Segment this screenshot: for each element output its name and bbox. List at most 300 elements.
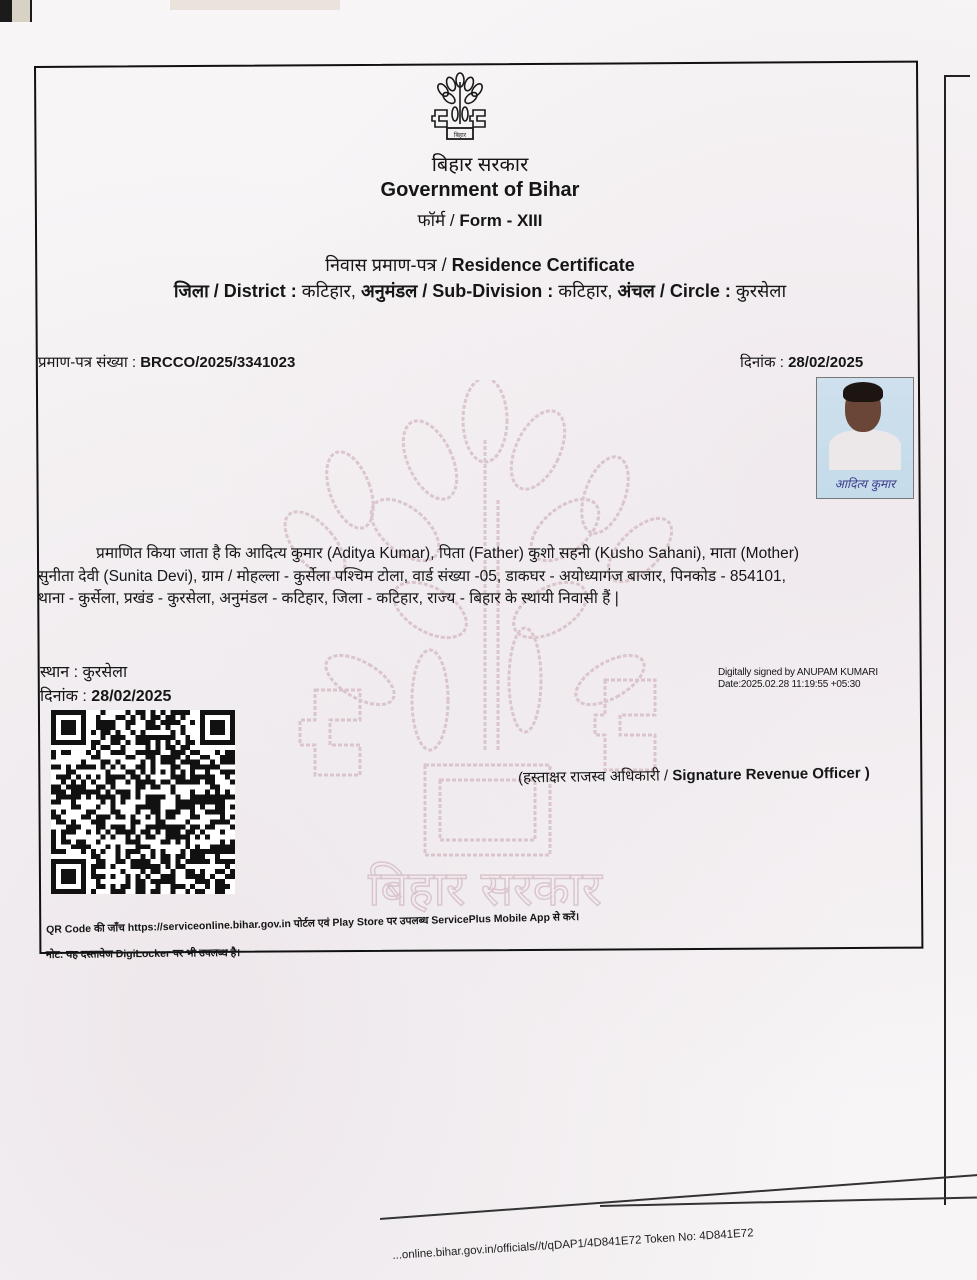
qr-module [145, 735, 150, 740]
qr-module [190, 795, 195, 800]
qr-module [101, 785, 106, 790]
qr-module [106, 795, 111, 800]
qr-module [91, 809, 96, 814]
qr-module [121, 829, 126, 834]
certificate-number [38, 352, 295, 372]
qr-module [195, 874, 200, 879]
qr-module [101, 735, 106, 740]
qr-module [116, 760, 121, 765]
qr-module [101, 834, 106, 839]
qr-module [101, 864, 106, 869]
qr-module [101, 795, 106, 800]
qr-module [150, 834, 155, 839]
qr-module [160, 849, 165, 854]
qr-module [81, 839, 86, 844]
qr-module [66, 795, 71, 800]
qr-module [145, 834, 150, 839]
qr-module [66, 824, 71, 829]
qr-module [220, 844, 225, 849]
qr-module [61, 834, 66, 839]
qr-module [61, 849, 66, 854]
qr-module [200, 804, 205, 809]
qr-module [210, 844, 215, 849]
qr-module [195, 844, 200, 849]
qr-module [136, 839, 141, 844]
qr-module [155, 750, 160, 755]
qr-module [195, 780, 200, 785]
qr-module [190, 869, 195, 874]
qr-module [180, 864, 185, 869]
certificate-number-value: BRCCO/2025/3341023 [140, 354, 296, 371]
qr-module [170, 829, 175, 834]
form-english: Form - XIII [459, 211, 543, 230]
qr-module [195, 879, 200, 884]
qr-module [136, 775, 141, 780]
subdivision-value: कटिहार, [558, 281, 613, 301]
qr-module [205, 800, 210, 805]
qr-module [136, 859, 141, 864]
qr-module [175, 809, 180, 814]
qr-module [210, 824, 215, 829]
qr-module [121, 790, 126, 795]
qr-module [230, 780, 235, 785]
qr-module [131, 715, 136, 720]
qr-module [126, 720, 131, 725]
qr-module [170, 730, 175, 735]
qr-module [106, 814, 111, 819]
qr-module [101, 824, 106, 829]
qr-module [121, 800, 126, 805]
qr-module [106, 720, 111, 725]
qr-module [170, 745, 175, 750]
qr-module [200, 854, 205, 859]
qr-module [111, 884, 116, 889]
qr-module [195, 765, 200, 770]
qr-module [91, 740, 96, 745]
qr-module [210, 809, 215, 814]
qr-module [185, 735, 190, 740]
qr-module [96, 775, 101, 780]
qr-module [205, 795, 210, 800]
certificate-title-hindi: निवास प्रमाण-पत्र [325, 255, 437, 275]
qr-module [230, 770, 235, 775]
qr-module [141, 740, 146, 745]
qr-module [51, 849, 56, 854]
qr-module [170, 790, 175, 795]
digilocker-note: नोट: यह दस्तावेज DigiLocker पर भी उपलब्ध है। [45, 946, 241, 962]
qr-module [185, 755, 190, 760]
qr-module [116, 809, 121, 814]
qr-module [101, 874, 106, 879]
qr-module [111, 874, 116, 879]
qr-module [116, 859, 121, 864]
qr-module [200, 765, 205, 770]
qr-module [86, 829, 91, 834]
qr-module [121, 824, 126, 829]
qr-module [145, 750, 150, 755]
qr-module [180, 715, 185, 720]
qr-module [86, 809, 91, 814]
certificate-body [38, 543, 916, 611]
qr-module [111, 824, 116, 829]
qr-module [101, 765, 106, 770]
qr-module [111, 780, 116, 785]
qr-module [155, 735, 160, 740]
qr-module [220, 879, 225, 884]
qr-module [170, 715, 175, 720]
qr-module [136, 740, 141, 745]
qr-module [195, 750, 200, 755]
qr-module [165, 814, 170, 819]
place [40, 660, 127, 682]
qr-module [195, 760, 200, 765]
qr-module [126, 755, 131, 760]
place-label: स्थान : [40, 664, 79, 681]
qr-module [230, 814, 235, 819]
qr-module [215, 790, 220, 795]
qr-module [71, 824, 76, 829]
qr-module [190, 849, 195, 854]
qr-module [111, 864, 116, 869]
qr-module [175, 780, 180, 785]
qr-module [195, 889, 200, 894]
qr-module [131, 770, 136, 775]
qr-module [121, 750, 126, 755]
certificate-number-label: प्रमाण-पत्र संख्या : [38, 354, 137, 371]
qr-module [180, 725, 185, 730]
qr-module [170, 760, 175, 765]
qr-module [136, 834, 141, 839]
qr-module [185, 800, 190, 805]
qr-module [101, 884, 106, 889]
qr-module [180, 775, 185, 780]
qr-module [96, 740, 101, 745]
qr-module [220, 869, 225, 874]
qr-module [96, 755, 101, 760]
qr-module [220, 889, 225, 894]
qr-module [131, 839, 136, 844]
qr-module [111, 720, 116, 725]
qr-module [170, 814, 175, 819]
qr-module [175, 750, 180, 755]
qr-module [106, 770, 111, 775]
qr-module [145, 874, 150, 879]
form-number: फॉर्म / Form - XIII [417, 211, 543, 230]
qr-module [136, 864, 141, 869]
qr-module [91, 780, 96, 785]
qr-module [106, 775, 111, 780]
qr-module [86, 765, 91, 770]
qr-module [225, 775, 230, 780]
qr-module [101, 710, 106, 715]
qr-module [165, 859, 170, 864]
qr-module [165, 720, 170, 725]
qr-module [61, 780, 66, 785]
qr-module [81, 785, 86, 790]
qr-module [150, 710, 155, 715]
qr-module [145, 755, 150, 760]
qr-module [170, 834, 175, 839]
qr-module [96, 715, 101, 720]
qr-module [170, 869, 175, 874]
qr-module [190, 800, 195, 805]
qr-module [215, 795, 220, 800]
qr-module [165, 829, 170, 834]
digital-signed-by: Digitally signed by ANUPAM KUMARI [718, 667, 878, 678]
qr-module [205, 765, 210, 770]
qr-module [210, 849, 215, 854]
photo-body [829, 430, 901, 470]
qr-module [141, 829, 146, 834]
qr-module [150, 760, 155, 765]
qr-module [86, 775, 91, 780]
applicant-photo [816, 377, 914, 499]
qr-module [155, 829, 160, 834]
qr-module [155, 879, 160, 884]
logo-swastika-right [470, 110, 485, 127]
qr-module [51, 839, 56, 844]
qr-module [145, 864, 150, 869]
qr-module [61, 775, 66, 780]
qr-module [210, 819, 215, 824]
qr-module [145, 720, 150, 725]
qr-module [205, 834, 210, 839]
qr-module [136, 710, 141, 715]
qr-module [150, 755, 155, 760]
qr-module [225, 874, 230, 879]
qr-module [180, 710, 185, 715]
qr-module [111, 809, 116, 814]
qr-module [91, 864, 96, 869]
qr-module [116, 735, 121, 740]
qr-module [116, 715, 121, 720]
qr-module [185, 710, 190, 715]
qr-module [215, 809, 220, 814]
qr-module [230, 844, 235, 849]
qr-module [190, 884, 195, 889]
qr-module [126, 770, 131, 775]
qr-module [195, 854, 200, 859]
qr-module [51, 800, 56, 805]
qr-module [215, 750, 220, 755]
qr-module [51, 809, 56, 814]
qr-module [210, 800, 215, 805]
qr-module [180, 750, 185, 755]
qr-module [66, 770, 71, 775]
qr-module [116, 829, 121, 834]
qr-module [175, 755, 180, 760]
qr-module [136, 750, 141, 755]
qr-module [190, 740, 195, 745]
qr-module [51, 755, 56, 760]
qr-module [136, 790, 141, 795]
qr-module [185, 839, 190, 844]
qr-module [170, 750, 175, 755]
qr-module [185, 829, 190, 834]
qr-module [96, 750, 101, 755]
qr-module [126, 829, 131, 834]
qr-module [51, 844, 56, 849]
qr-module [101, 819, 106, 824]
qr-module [131, 864, 136, 869]
qr-module [76, 839, 81, 844]
qr-module [145, 775, 150, 780]
qr-module [180, 730, 185, 735]
qr-module [61, 790, 66, 795]
qr-module [121, 814, 126, 819]
qr-module [141, 884, 146, 889]
qr-module [190, 814, 195, 819]
qr-module [170, 710, 175, 715]
qr-module [160, 859, 165, 864]
qr-module [141, 780, 146, 785]
certificate-date-label: दिनांक : [740, 354, 784, 371]
qr-module [141, 804, 146, 809]
qr-module [131, 720, 136, 725]
qr-module [136, 795, 141, 800]
qr-module [96, 884, 101, 889]
qr-module [200, 795, 205, 800]
qr-module [150, 750, 155, 755]
qr-module [91, 819, 96, 824]
qr-module [111, 785, 116, 790]
qr-module [91, 869, 96, 874]
qr-module [170, 874, 175, 879]
qr-finder-pattern [61, 869, 76, 884]
qr-module [145, 725, 150, 730]
qr-module [160, 760, 165, 765]
qr-module [175, 800, 180, 805]
certificate-title: निवास प्रमाण-पत्र / Residence Certificate [325, 255, 635, 275]
qr-module [145, 795, 150, 800]
qr-module [225, 819, 230, 824]
qr-module [126, 710, 131, 715]
qr-module [111, 834, 116, 839]
qr-module [96, 795, 101, 800]
qr-module [195, 800, 200, 805]
qr-module [106, 745, 111, 750]
qr-finder-pattern [210, 720, 225, 735]
qr-finder-pattern [61, 720, 76, 735]
qr-module [175, 864, 180, 869]
qr-module [185, 819, 190, 824]
qr-module [220, 800, 225, 805]
qr-module [51, 834, 56, 839]
qr-module [56, 765, 61, 770]
qr-module [230, 859, 235, 864]
qr-module [220, 839, 225, 844]
qr-module [180, 770, 185, 775]
qr-module [200, 874, 205, 879]
qr-module [180, 760, 185, 765]
qr-module [150, 765, 155, 770]
qr-module [61, 839, 66, 844]
qr-module [215, 884, 220, 889]
qr-module [131, 730, 136, 735]
qr-module [190, 809, 195, 814]
qr-code[interactable] [48, 710, 238, 894]
qr-module [71, 780, 76, 785]
qr-module [81, 765, 86, 770]
qr-module [225, 844, 230, 849]
qr-module [106, 790, 111, 795]
qr-module [225, 864, 230, 869]
qr-module [61, 795, 66, 800]
qr-module [220, 829, 225, 834]
digital-signature [718, 667, 878, 691]
qr-module [155, 864, 160, 869]
qr-module [56, 795, 61, 800]
qr-module [106, 730, 111, 735]
qr-module [141, 869, 146, 874]
qr-module [111, 800, 116, 805]
signature-label-hindi: (हस्ताक्षर राजस्व अधिकारी / [517, 767, 669, 787]
qr-module [66, 750, 71, 755]
qr-module [160, 839, 165, 844]
qr-module [141, 854, 146, 859]
qr-module [190, 760, 195, 765]
qr-module [210, 780, 215, 785]
qr-module [145, 800, 150, 805]
qr-module [160, 819, 165, 824]
qr-module [126, 740, 131, 745]
qr-module [111, 750, 116, 755]
qr-module [71, 800, 76, 805]
qr-module [215, 804, 220, 809]
qr-module [111, 889, 116, 894]
qr-module [136, 780, 141, 785]
qr-module [81, 844, 86, 849]
qr-module [101, 745, 106, 750]
qr-module [190, 790, 195, 795]
qr-module [155, 725, 160, 730]
qr-module [91, 874, 96, 879]
qr-module [136, 849, 141, 854]
qr-module [150, 849, 155, 854]
qr-module [51, 814, 56, 819]
qr-module [71, 795, 76, 800]
qr-module [205, 809, 210, 814]
qr-module [111, 725, 116, 730]
qr-module [111, 765, 116, 770]
qr-module [86, 844, 91, 849]
qr-module [190, 829, 195, 834]
qr-module [215, 854, 220, 859]
qr-module [141, 765, 146, 770]
qr-module [141, 710, 146, 715]
qr-module [91, 889, 96, 894]
qr-module [205, 775, 210, 780]
qr-module [220, 849, 225, 854]
qr-module [215, 849, 220, 854]
qr-module [170, 775, 175, 780]
qr-module [165, 834, 170, 839]
qr-module [150, 854, 155, 859]
qr-module [195, 824, 200, 829]
district-value: कटिहार, [301, 281, 356, 301]
qr-module [126, 839, 131, 844]
qr-module [111, 735, 116, 740]
qr-module [71, 829, 76, 834]
qr-module [200, 829, 205, 834]
qr-module [180, 854, 185, 859]
qr-module [150, 879, 155, 884]
qr-module [61, 819, 66, 824]
qr-module [145, 844, 150, 849]
qr-module [155, 800, 160, 805]
qr-module [145, 814, 150, 819]
qr-module [51, 790, 56, 795]
